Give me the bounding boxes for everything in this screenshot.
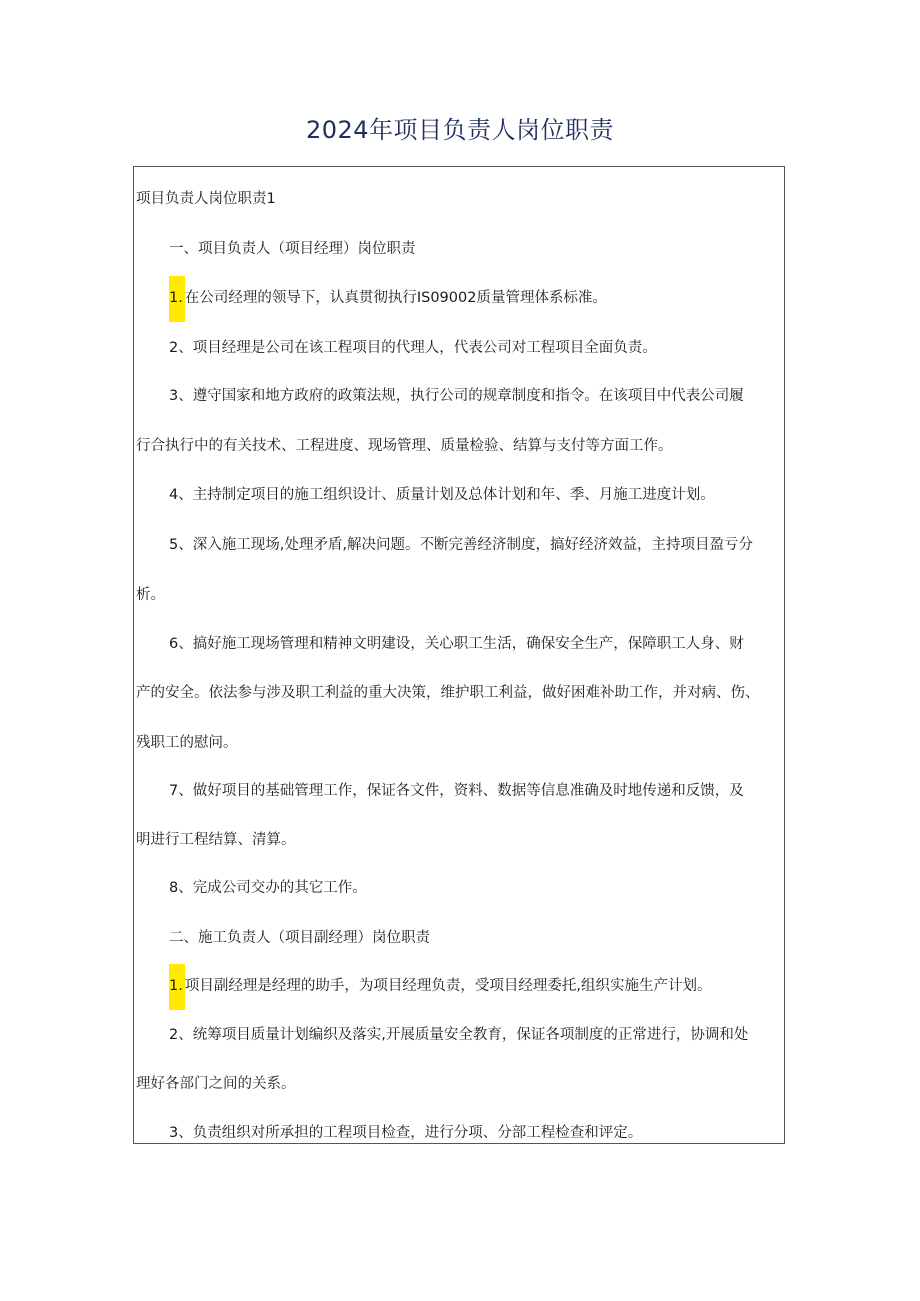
part1-item1	[169, 288, 607, 308]
part1-item3-line2: 行合执行中的有关技术、工程进度、现场管理、质量检验、结算与支付等方面工作。	[136, 438, 673, 454]
part2-item2-line2: 理好各部门之间的关系。	[136, 1076, 296, 1092]
section-label: 项目负责人岗位职责1	[136, 191, 276, 207]
part1-item1-text: 在公司经理的领导下，认真贯彻执行IS09002质量管理体系标准。	[184, 290, 607, 306]
part2-item2-line1: 2、统筹项目质量计划编织及落实,开展质量安全教育，保证各项制度的正常进行，协调和处	[169, 1027, 749, 1043]
highlight-number: 1.	[169, 964, 185, 1010]
page-title: 2024年项目负责人岗位职责	[305, 116, 615, 144]
part1-item6-line3: 残职工的慰问。	[136, 735, 238, 751]
part1-item7-line2: 明进行工程结算、清算。	[136, 832, 296, 848]
part1-item8: 8、完成公司交办的其它工作。	[169, 880, 367, 896]
part1-item5-line2: 析。	[136, 587, 165, 603]
part1-heading: 一、项目负责人（项目经理）岗位职责	[169, 241, 416, 257]
part1-item2: 2、项目经理是公司在该工程项目的代理人，代表公司对工程项目全面负责。	[169, 340, 657, 356]
part1-item7-line1: 7、做好项目的基础管理工作，保证各文件，资料、数据等信息准确及时地传递和反馈，及	[169, 783, 744, 799]
part2-item1	[169, 976, 711, 996]
part2-heading: 二、施工负责人（项目副经理）岗位职责	[169, 930, 430, 946]
part1-item6-line1: 6、搞好施工现场管理和精神文明建设，关心职工生活，确保安全生产，保障职工人身、财	[169, 636, 744, 652]
highlight-number: 1.	[169, 276, 185, 322]
part2-item3: 3、负责组织对所承担的工程项目检查，进行分项、分部工程检查和评定。	[169, 1125, 643, 1141]
part1-item3-line1: 3、遵守国家和地方政府的政策法规，执行公司的规章制度和指令。在该项目中代表公司履	[169, 388, 744, 404]
part2-item1-text: 项目副经理是经理的助手，为项目经理负责，受项目经理委托,组织实施生产计划。	[184, 978, 712, 994]
part1-item4: 4、主持制定项目的施工组织设计、质量计划及总体计划和年、季、月施工进度计划。	[169, 487, 715, 503]
part1-item6-line2: 产的安全。依法参与涉及职工利益的重大决策，维护职工利益，做好困难补助工作，并对病、伤、	[136, 685, 760, 701]
part1-item5-line1: 5、深入施工现场,处理矛盾,解决问题。不断完善经济制度，搞好经济效益，主持项目盈亏分	[169, 537, 753, 553]
content-box	[133, 166, 785, 1144]
